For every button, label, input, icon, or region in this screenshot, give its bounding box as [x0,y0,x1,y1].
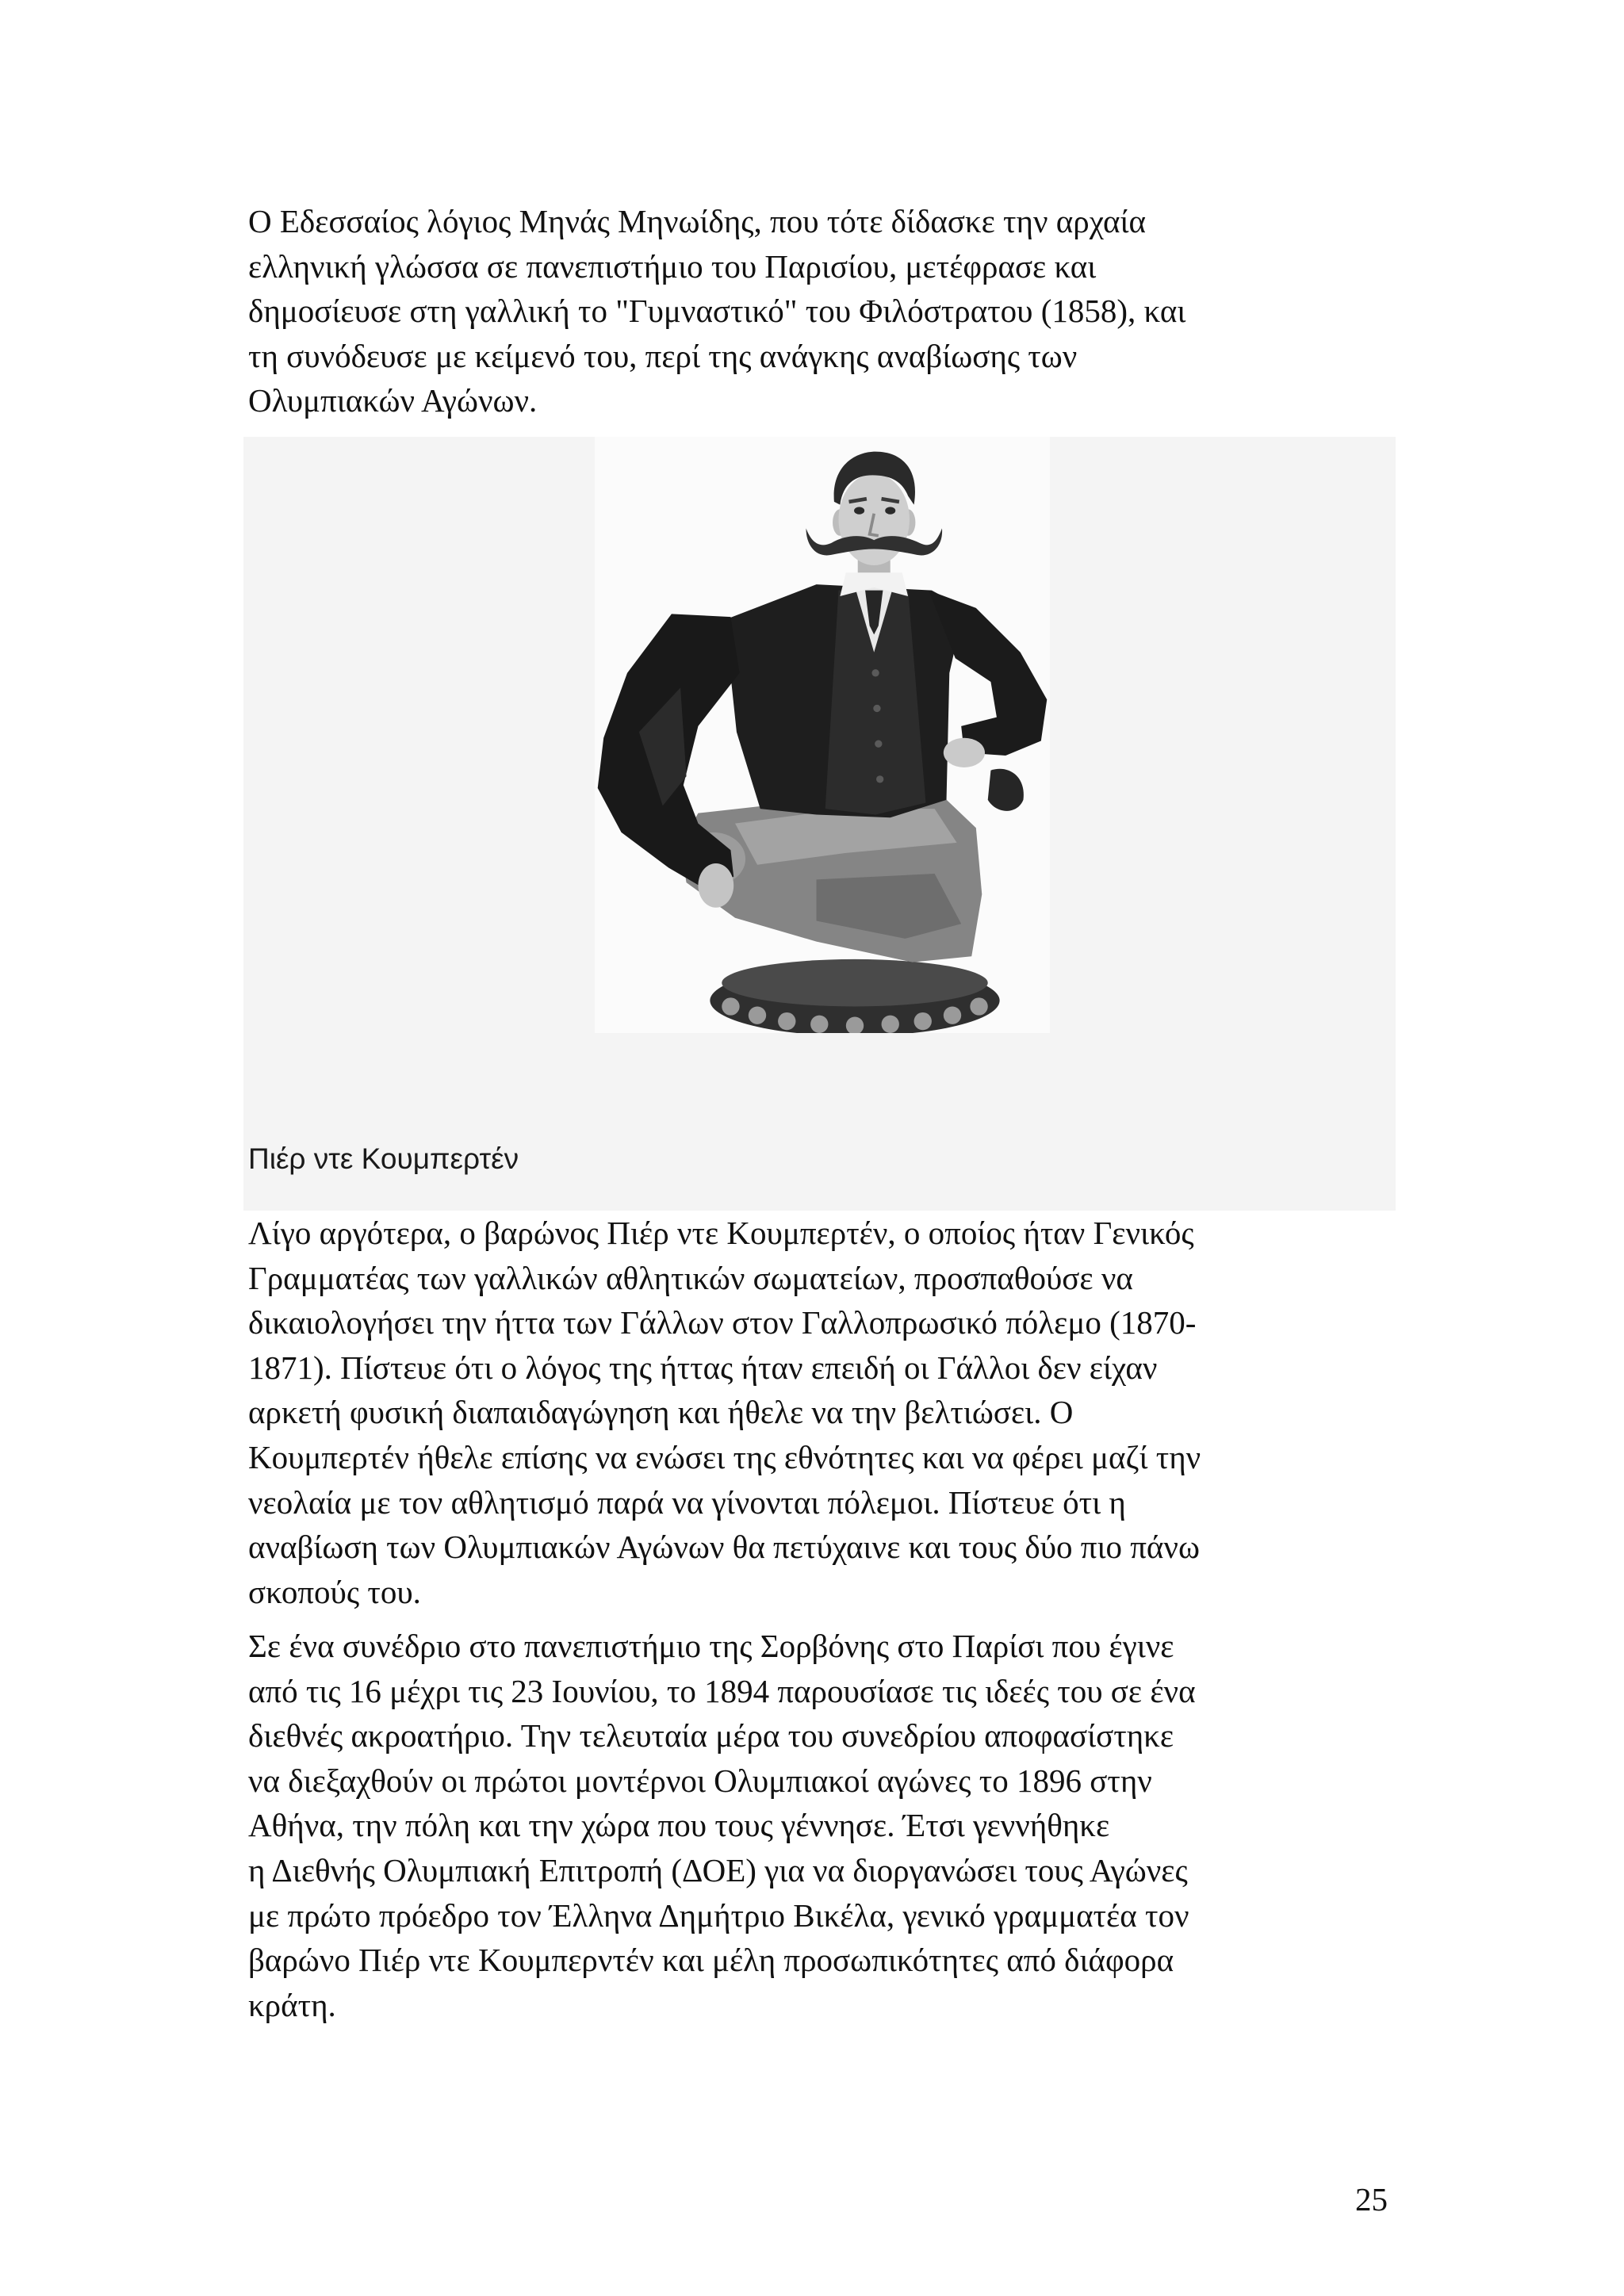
paragraph-line: νεολαία με τον αθλητισμό παρά να γίνονται πόλεμοι. Πίστευε ότι η [248,1483,1126,1521]
paragraph-line: Κουμπερτέν ήθελε επίσης να ενώσει της εθνότητες και να φέρει μαζί την [248,1438,1201,1475]
portrait-photo-image [595,437,1050,1033]
paragraph-line: 1871). Πίστευε ότι ο λόγος της ήττας ήταν επειδή οι Γάλλοι δεν είχαν [248,1349,1158,1386]
paragraph-line: κράτη. [248,1986,336,2023]
paragraph-line: Ολυμπιακών Αγώνων. [248,382,538,419]
paragraph-line: Ο Εδεσσαίος λόγιος Μηνάς Μηνωίδης, που τότε δίδασκε την αρχαία [248,203,1146,239]
body-paragraph-2 [248,1624,1398,2027]
stool [710,959,999,1033]
paragraph-line: η Διεθνής Ολυμπιακή Επιτροπή (ΔΟΕ) για να διοργανώσει τους Αγώνες [248,1851,1188,1888]
paragraph-line: Σε ένα συνέδριο στο πανεπιστήμιο της Σορβόνης στο Παρίσι που έγινε [248,1628,1174,1664]
figure [243,437,1396,1211]
paragraph-line: να διεξαχθούν οι πρώτοι μοντέρνοι Ολυμπιακοί αγώνες το 1896 στην [248,1762,1152,1799]
paragraph-line: ελληνική γλώσσα σε πανεπιστήμιο του Παρισίου, μετέφρασε και [248,247,1097,285]
paragraph-line: τη συνόδευσε με κείμενό του, περί της ανάγκης αναβίωσης των [248,337,1078,374]
paragraph-line: διεθνές ακροατήριο. Την τελευταία μέρα του συνεδρίου αποφασίστηκε [248,1717,1174,1755]
paragraph-line: δικαιολογήσει την ήττα των Γάλλων στον Γαλλοπρωσικό πόλεμο (1870- [248,1304,1197,1341]
intro-paragraph [248,199,1398,423]
portrait-photo [595,437,1050,1033]
paragraph-line: δημοσίευσε στη γαλλική το "Γυμναστικό" του Φιλόστρατου (1858), και [248,293,1186,330]
paragraph-line: σκοπούς του. [248,1573,421,1610]
paragraph-line: Αθήνα, την πόλη και την χώρα που τους γέννησε. Έτσι γεννήθηκε [248,1807,1110,1844]
paragraph-line: Λίγο αργότερα, ο βαρώνος Πιέρ ντε Κουμπερτέν, ο οποίος ήταν Γενικός [248,1215,1194,1251]
paragraph-line: Γραμματέας των γαλλικών αθλητικών σωματείων, προσπαθούσε να [248,1259,1133,1296]
paragraph-line: αναβίωση των Ολυμπιακών Αγώνων θα πετύχαινε και τους δύο πιο πάνω [248,1529,1200,1566]
body-paragraph-1 [248,1211,1398,1614]
right-hand [944,738,985,767]
paragraph-line: βαρώνο Πιέρ ντε Κουμπερντέν και μέλη προσωπικότητες από διάφορα [248,1942,1174,1979]
page-number: 25 [1355,2181,1388,2218]
paragraph-line: με πρώτο πρόεδρο τον Έλληνα Δημήτριο Βικέλα, γενικό γραμματέα τον [248,1896,1189,1934]
paragraph-line: αρκετή φυσική διαπαιδαγώγηση και ήθελε να την βελτιώσει. Ο [248,1394,1074,1431]
figure-caption: Πιέρ ντε Κουμπερτέν [248,1142,519,1175]
left-hand [698,863,733,908]
paragraph-line: από τις 16 μέχρι τις 23 Ιουνίου, το 1894 παρουσίασε τις ιδεές του σε ένα [248,1672,1196,1709]
